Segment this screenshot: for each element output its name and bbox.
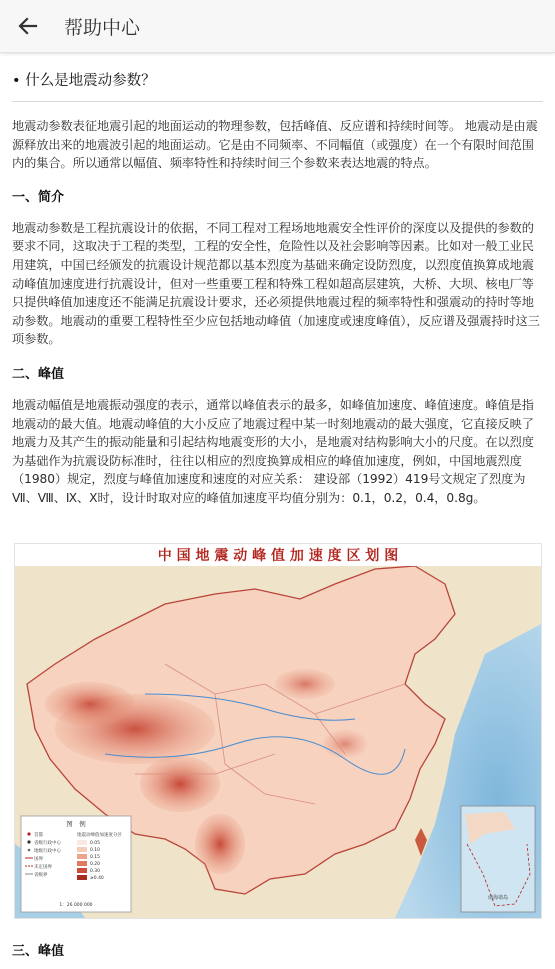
svg-text:首都: 首都 (34, 833, 43, 838)
intro-paragraph: 地震动参数表征地震引起的地面运动的物理参数，包括峰值、反应谱和持续时间等。 地震动是由震源释放出来的地震波引起的地面运动。它是由不同频率、不同幅值（或强度）在一个有限时间范围内的集合。所以通常以幅值、频率特性和持续时间三个参数来表达地震的特点。 (12, 119, 538, 171)
back-button[interactable] (8, 6, 48, 46)
svg-text:0.20: 0.20 (90, 862, 101, 867)
arrow-left-icon (18, 16, 38, 36)
svg-text:地震动峰值加速度分区: 地震动峰值加速度分区 (77, 833, 122, 838)
map-scale: 1：26 000 000 (59, 903, 93, 908)
article (12, 52, 543, 508)
section-body: 地震动幅值是地震振动强度的表示，通常以峰值表示的最多，如峰值加速度、峰值速度。峰值是指地震动的最大值。地震动峰值的大小反应了地震过程中某一时刻地震动的最大强度，它直接反映了地震力及其产生的振动能量和引起结构地震变形的大小，是地震对结构影响大小的尺度。在以烈度为基础作为抗震设防标准时，往往以相应的烈度换算成相应的峰值加速度，例如，中国地震烈度（1980）规定，烈度与峰值加速度和速度的对应关系： 建设部（1992）419号文规定了烈度为Ⅶ、Ⅷ、Ⅸ、Ⅹ时，设计时取对应的峰值加速度平均值分别为：0.1，0.2，0.4，0.8g。 (12, 397, 534, 505)
section-body: 地震动参数是工程抗震设计的依据，不同工程对工程场地地震安全性评价的深度以及提供的参数的要求不同，这取决于工程的类型，工程的安全性，危险性以及社会影响等因素。比如对一般工业民用建筑，中国已经颁发的抗震设计规范都以基本烈度为基础来确定设防烈度，以烈度值换算成地震动峰值加速度进行抗震设计，但对一些重要工程和特殊工程如超高层建筑，大桥、大坝、核电厂等只提供峰值加速度还不能满足抗震设计要求，还必须提供地震过程的频率特性和强震动的持时等地动参数。地震动的重要工程特性至少应包括地动峰值（加速度或速度峰值），反应谱及强震持时这三项参数。 (12, 220, 540, 347)
section-heading-next: 三、峰值 (12, 944, 65, 959)
section-heading: 一、简介 (12, 189, 65, 205)
svg-text:省级行政中心: 省级行政中心 (34, 841, 61, 846)
south-sea-inset (461, 806, 535, 912)
svg-text:南海诸岛: 南海诸岛 (487, 895, 509, 901)
svg-text:未定国界: 未定国界 (34, 865, 52, 870)
svg-text:省级界: 省级界 (34, 873, 48, 878)
map-title: 中 国 地 震 动 峰 值 加 速 度 区 划 图 (157, 548, 399, 564)
app-bar (0, 0, 555, 53)
svg-text:0.10: 0.10 (90, 848, 101, 853)
svg-text:国界: 国界 (34, 857, 43, 862)
divider (12, 101, 543, 102)
svg-text:0.15: 0.15 (90, 855, 101, 860)
page-title: 帮助中心 (64, 17, 141, 39)
map-image (15, 544, 541, 918)
map-legend (21, 816, 131, 912)
question-title: • 什么是地震动参数？ (12, 73, 156, 89)
svg-text:≥0.40: ≥0.40 (90, 876, 104, 881)
section-heading: 二、峰值 (12, 366, 65, 382)
svg-text:地级行政中心: 地级行政中心 (34, 849, 61, 854)
svg-text:图 例: 图 例 (66, 820, 86, 828)
seismic-zoning-map (14, 543, 542, 919)
svg-text:0.05: 0.05 (90, 841, 101, 846)
svg-text:0.30: 0.30 (90, 869, 101, 874)
